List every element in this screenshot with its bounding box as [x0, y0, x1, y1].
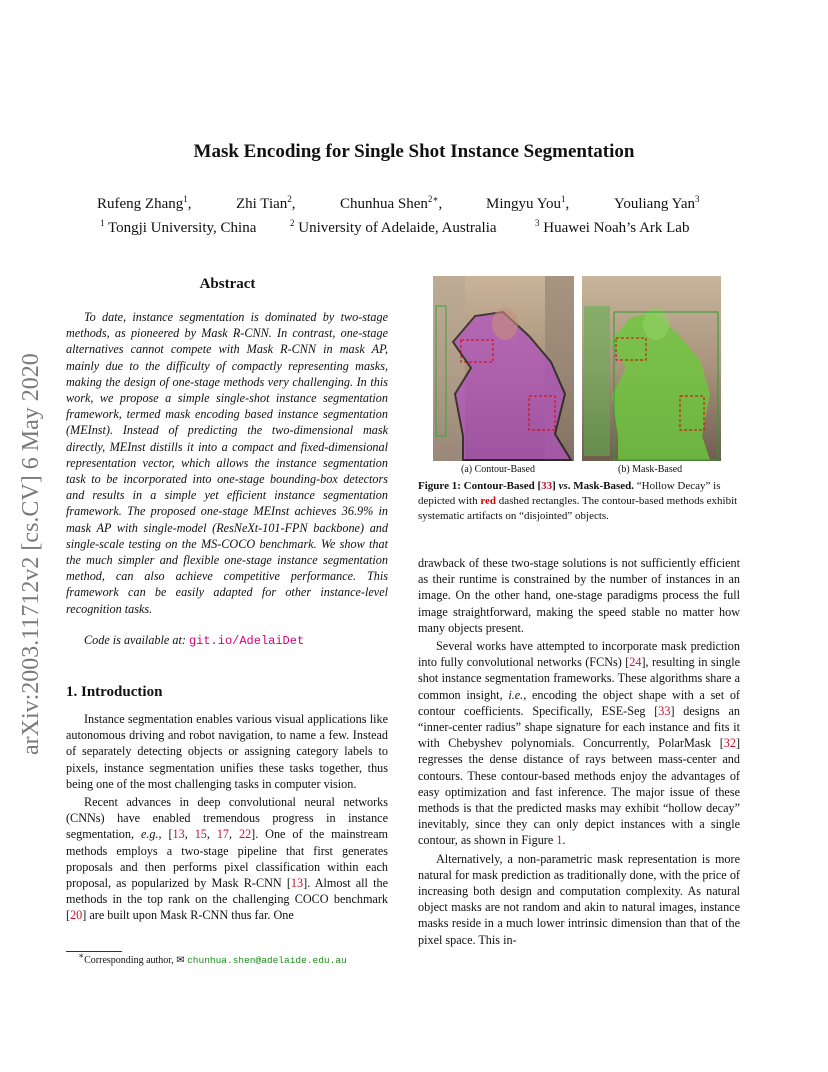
citation-33[interactable]: 33: [658, 703, 671, 718]
intro-paragraph-1: Instance segmentation enables various visual applications like autonomous driving and robot navigation, to name a few. Instead of separately detecting objects or assigning category labels to pixels, instance segmentation unifies these tasks together, thus being one of the most challenging tasks in computer vision.: [66, 712, 388, 791]
arxiv-stamp-text: arXiv:2003.11712v2 [cs.CV] 6 May 2020: [18, 353, 44, 755]
footnote-rule: [66, 951, 122, 952]
right-paragraph-1: drawback of these two-stage solutions is not sufficiently efficient as their runtime is constrained by the number of instances in an image. On the other hand, one-stage paradigms process the full image straightforward, making the speed stable no matter how many objects present.: [418, 556, 740, 635]
abstract-text: To date, instance segmentation is dominated by two-stage methods, as pioneered by Mask R-CNN. In contrast, one-stage alternatives cannot compete with Mask R-CNN in mask AP, mainly due to the difficulty of compactly representing masks, making the design of one-stage methods very challenging. In this work, we propose a simple single-shot instance segmentation framework, termed mask encoding based instance segmentation (MEInst). Instead of predicting the two-dimensional mask directly, MEInst distills it into a compact and fixed-dimensional representation vector, which allows the instance segmentation task to be incorporated into one-stage bounding-box detectors and results in a simple yet efficient instance segmentation framework. The proposed one-stage MEInst achieves 36.9% in mask AP with single-model (ResNeXt-101-FPN backbone) and single-scale testing on the MS-COCO benchmark. We show that the much simpler and flexible one-stage instance segmentation method, can also achieve competitive performance. This framework can be easily adapted for other instance-level recognition tasks.: [66, 310, 388, 616]
citation-33-caption[interactable]: 33: [541, 480, 553, 492]
citation-22[interactable]: 22: [238, 827, 252, 842]
affiliation-1: $^1$ Tongji University, China: [100, 218, 257, 236]
author-3: Chunhua Shen$^{2∗}$,: [340, 194, 443, 212]
paper-title: Mask Encoding for Single Shot Instance Segmentation: [193, 141, 635, 162]
code-prefix: Code is available at:: [84, 633, 189, 647]
affiliation-3: $^3$ Huawei Noah’s Ark Lab: [535, 218, 690, 236]
intro-column: [66, 711, 388, 926]
abstract-heading: Abstract: [199, 276, 256, 292]
author-5: Youliang Yan$^3$: [614, 194, 700, 212]
citation-20[interactable]: 20: [70, 908, 83, 923]
code-link[interactable]: git.io/AdelaiDet: [188, 634, 305, 648]
author-1: Rufeng Zhang$^1$,: [97, 194, 192, 212]
corresponding-email-link[interactable]: chunhua.shen@adelaide.edu.au: [187, 955, 347, 966]
figure-1-link[interactable]: 1: [556, 833, 563, 848]
footnote: ∗Corresponding author, ✉ chunhua.shen@adelaide.edu.au: [78, 950, 347, 966]
right-paragraph-3: Alternatively, a non-parametric mask representation is more natural for mask prediction as traditionally done, with the price of increasing both design and computation complexity. As natural object masks are not random and akin to natural images, instance masks reside in a much lower intrinsic dimension than that of the pixel space. This in-: [418, 851, 740, 947]
citation-17[interactable]: 17: [216, 827, 230, 842]
author-2: Zhi Tian$^2$,: [236, 194, 296, 212]
arxiv-stamp: [8, 300, 48, 760]
citation-15[interactable]: 15: [194, 827, 207, 842]
subcaption-b: (b) Mask-Based: [618, 464, 683, 475]
figure-image-contour-based: [433, 276, 574, 461]
citation-13b[interactable]: 13: [290, 876, 304, 891]
citation-24[interactable]: 24: [629, 655, 642, 670]
affiliation-2: $^2$ University of Adelaide, Australia: [290, 218, 497, 236]
code-availability: [66, 633, 388, 648]
abstract-body: [66, 309, 388, 617]
citation-32[interactable]: 32: [723, 736, 736, 751]
author-4: Mingyu You$^1$,: [486, 194, 570, 212]
intro-paragraph-2: Recent advances in deep convolutional neural networks (CNNs) have enabled tremendous progress in instance segmentation, e.g., [13, 15, 17, 22]. One of the mainstream methods employs a two-stage pipeline that first generates proposals and then performs pixel classification within each proposal, as popularized by Mask R-CNN [13]. Almost all the methods in the top rank on the challenging COCO benchmark [20] are built upon Mask R-CNN thus far. One: [66, 795, 389, 923]
right-paragraph-2: Several works have attempted to incorporate mask prediction into fully convolutional networks (FCNs) [24], resulting in single shot instance segmentation frameworks. These algorithms share a common insight, i.e., encoding the object shape with a set of contour coefficients. Specifically, ESE-Seg [33] designs an “inner-center radius” shape signature for each instance and fits it with Chebyshev polynomials. Concurrently, PolarMask [32] regresses the dense distance of rays between mass-center and contours. These contour-based methods enjoy the advantages of easy optimization and fast inference. The major issue of these methods is that the predicted masks may exhibit “hollow decay” inevitably, since they can only depict instances with a single contour, as shown in Figure 1.: [418, 639, 740, 848]
subcaption-a: (a) Contour-Based: [461, 464, 535, 475]
figure-image-mask-based: [582, 276, 721, 461]
figure-caption: Figure 1: Contour-Based [33] vs. Mask-Based. “Hollow Decay” is depicted with red dashed rectangles. The contour-based methods exhibit systematic artifacts on “disjointed” objects.: [418, 480, 738, 522]
right-column: [418, 555, 740, 950]
intro-heading: 1. Introduction: [66, 684, 163, 700]
citation-13[interactable]: 13: [172, 827, 185, 842]
